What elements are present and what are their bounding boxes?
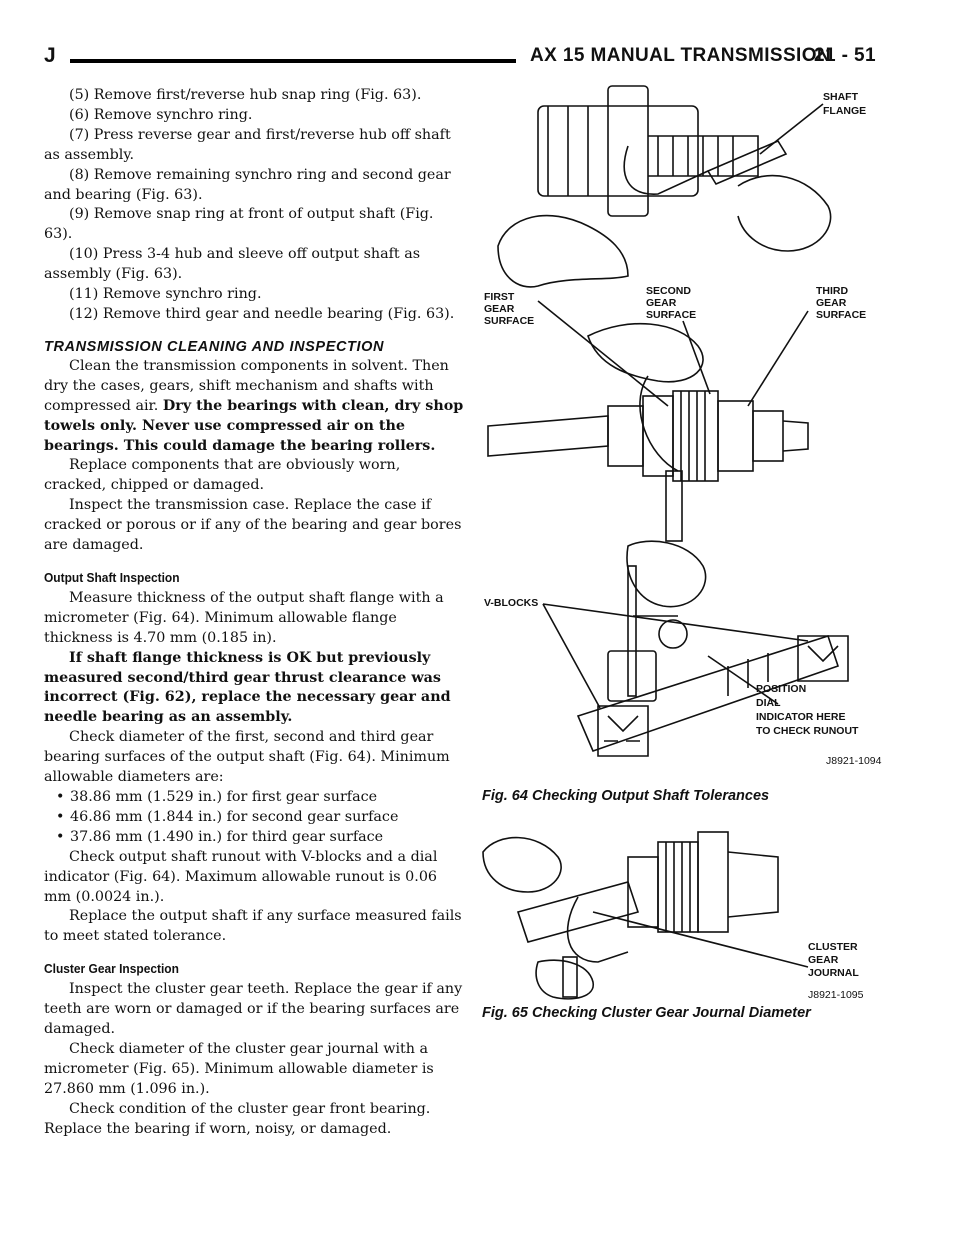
label-indicator-here: INDICATOR HERE: [756, 711, 846, 723]
figure-65-code: J8921-1095: [808, 989, 864, 1001]
step-11: (11) Remove synchro ring.: [69, 286, 262, 303]
cluster-gear-paragraph-1: Inspect the cluster gear teeth. Replace the gear if any teeth are worn or damaged or if the bearing surfaces are damaged.: [44, 981, 463, 1038]
bullet-first-gear: [44, 788, 464, 808]
bullet-text: 37.86 mm (1.490 in.) for third gear surface: [70, 828, 384, 845]
figure-64-caption: Fig. 64 Checking Output Shaft Tolerances: [482, 788, 770, 804]
bullet-text: 38.86 mm (1.529 in.) for first gear surface: [70, 789, 378, 805]
bullet-glyph: •: [56, 789, 65, 805]
subheading-cluster-gear: Cluster Gear Inspection: [44, 961, 179, 977]
cleaning-p1-warning: Dry the bearings with clean, dry shop towels only. Never use compressed air on the bearings. This could damage the bearing rollers.: [44, 397, 464, 454]
cleaning-paragraph-3: Inspect the transmission case. Replace the case if cracked or porous or if any of the bearing and gear bores are damaged.: [44, 497, 462, 554]
figure-65-illustration: [478, 812, 918, 1002]
output-shaft-drawing: [488, 324, 808, 607]
left-column: [44, 86, 464, 1140]
leader-third-gear: [748, 311, 808, 406]
figure-64: [478, 76, 918, 776]
header-letter: J: [44, 44, 56, 67]
header-rule: [70, 59, 516, 63]
bullet-glyph: •: [56, 828, 65, 845]
bullet-third-gear: [44, 828, 464, 848]
label-third-surface: SURFACE: [816, 309, 867, 321]
label-third-gear: GEAR: [816, 297, 847, 309]
cluster-gear-paragraph-2: Check diameter of the cluster gear journal with a micrometer (Fig. 65). Minimum allowable diameter is 27.860 mm (1.096 in.).: [44, 1040, 434, 1097]
step-10: (10) Press 3-4 hub and sleeve off output shaft as assembly (Fig. 63).: [44, 246, 421, 283]
step-5: (5) Remove first/reverse hub snap ring (Fig. 63).: [69, 87, 422, 103]
cluster-gear-drawing: [483, 832, 778, 999]
label-vblocks: V-BLOCKS: [484, 597, 539, 609]
bullet-text: 46.86 mm (1.844 in.) for second gear surface: [70, 808, 399, 825]
label-cluster: CLUSTER: [808, 941, 858, 953]
shaft-flange-drawing: [498, 86, 831, 287]
label-position: POSITION: [756, 683, 807, 695]
label-second-surface: SURFACE: [646, 309, 697, 321]
label-cluster-gear: GEAR: [808, 954, 839, 966]
cleaning-paragraph-2: Replace components that are obviously worn, cracked, chipped or damaged.: [44, 457, 401, 494]
subheading-output-shaft: Output Shaft Inspection: [44, 569, 180, 585]
label-second: SECOND: [646, 285, 691, 297]
output-shaft-paragraph-1: Measure thickness of the output shaft flange with a micrometer (Fig. 64). Minimum allowable flange thickness is 4.70 mm (0.185 in).: [44, 589, 444, 646]
page-title: AX 15 MANUAL TRANSMISSION: [530, 45, 832, 66]
bullet-glyph: •: [56, 808, 65, 825]
label-shaft: SHAFT: [823, 91, 858, 103]
label-dial: DIAL: [756, 697, 781, 709]
step-6: (6) Remove synchro ring.: [69, 106, 253, 123]
label-first-gear: GEAR: [484, 303, 515, 315]
section-heading-cleaning: TRANSMISSION CLEANING AND INSPECTION: [44, 338, 385, 355]
label-third: THIRD: [816, 285, 849, 297]
label-journal: JOURNAL: [808, 967, 859, 979]
step-8: (8) Remove remaining synchro ring and second gear and bearing (Fig. 63).: [44, 166, 451, 203]
figure-64-illustration: [478, 76, 918, 776]
output-shaft-warning: If shaft flange thickness is OK but previously measured second/third gear thrust clearance was incorrect (Fig. 62), replace the necessary gear and needle bearing as an assembly.: [44, 649, 451, 726]
cluster-gear-paragraph-3: Check condition of the cluster gear front bearing. Replace the bearing if worn, noisy, or damaged.: [44, 1100, 431, 1137]
figure-64-code: J8921-1094: [826, 755, 882, 767]
output-shaft-paragraph-4: Check output shaft runout with V-blocks and a dial indicator (Fig. 64). Maximum allowable runout is 0.06 mm (0.0024 in.).: [44, 848, 438, 905]
leader-vblock-right: [543, 604, 808, 641]
leader-cluster-gear-journal: [593, 912, 808, 967]
step-12: (12) Remove third gear and needle bearing (Fig. 63).: [69, 305, 455, 322]
label-second-gear: GEAR: [646, 297, 677, 309]
label-to-check-runout: TO CHECK RUNOUT: [756, 725, 859, 737]
figure-65: [478, 812, 918, 1002]
output-shaft-paragraph-3: Check diameter of the first, second and third gear bearing surfaces of the output shaft (Fig. 64). Minimum allowable diameters are:: [44, 729, 450, 786]
output-shaft-paragraph-2: [44, 649, 464, 729]
leader-vblock-left: [543, 604, 600, 708]
output-shaft-paragraph-5: Replace the output shaft if any surface measured fails to meet stated tolerance.: [44, 908, 462, 945]
label-first-surface: SURFACE: [484, 315, 535, 327]
page-number: 21 - 51: [814, 45, 876, 66]
step-7: (7) Press reverse gear and first/reverse hub off shaft as assembly.: [44, 126, 451, 163]
bullet-second-gear: [44, 808, 464, 828]
step-9: (9) Remove snap ring at front of output shaft (Fig. 63).: [44, 206, 434, 243]
leader-shaft-flange: [760, 104, 823, 154]
label-first: FIRST: [484, 291, 515, 303]
figure-65-caption: Fig. 65 Checking Cluster Gear Journal Diameter: [482, 1005, 811, 1021]
cleaning-paragraph-1: [44, 357, 464, 457]
cleaning-p1-plain: Clean the transmission components in solvent. Then dry the cases, gears, shift mechanism and shafts with compressed air.: [44, 357, 449, 414]
leader-second-gear: [683, 321, 710, 394]
label-flange: FLANGE: [823, 105, 867, 117]
